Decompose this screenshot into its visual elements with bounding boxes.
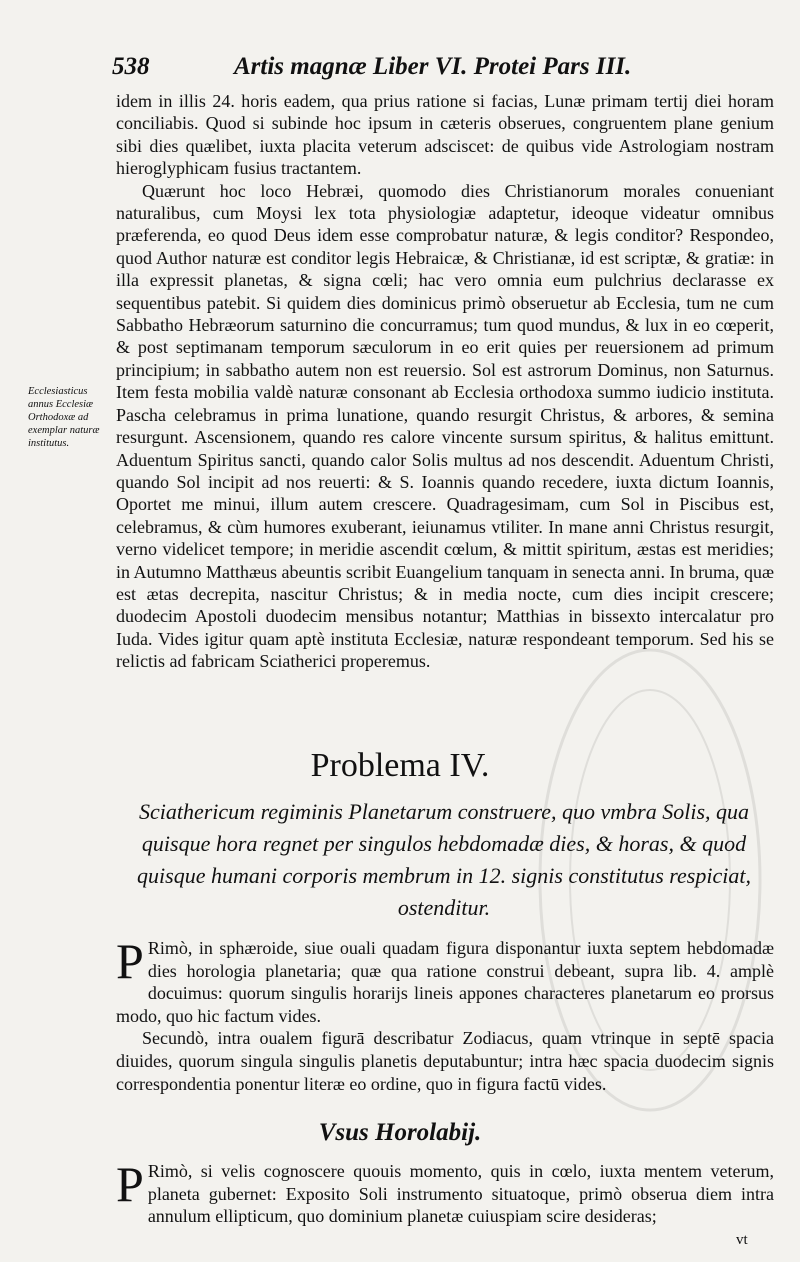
construction-text [116,933,774,1095]
drop-cap: P [116,933,144,989]
construction-paragraph-1-text: Rimò, in sphæroide, siue ouali quadam figura disponantur iuxta septem hebdomadæ dies horologia planetaria; quæ qua ratione construi debeant, supra lib. 4. amplè docuimus: quorum singulis horarijs lineis appones characteres planetarum eo prorsus modo, quo hic factum vides. [116,938,774,1026]
construction-paragraph-2: Secundò, intra oualem figurā describatur Zodiacus, quam vtrinque in septē spacia diuides, quorum singula singulis planetis deputabuntur; intra hæc spacia duodecim signis correspondentia ponentur literæ eo ordine, quo in figura factū vides. [116,1028,774,1094]
drop-cap: P [116,1156,144,1212]
running-header [112,50,672,84]
paragraph-continuation: idem in illis 24. horis eadem, qua prius ratione si facias, Lunæ primam tertij diei horam conciliabis. Quod si subinde hoc ipsum in cæteris obserues, congruentem plane genium sibi dies quælibet, iuxta placita veterum adsciscet: de quibus vide Astrologiam nostram hieroglyphicam fusius tractantem. [116,91,774,179]
problem-heading: Problema IV. [310,747,490,784]
construction-paragraph-1 [116,933,774,1027]
usus-paragraph-1-text: Rimò, si velis cognoscere quouis momento, quis in cœlo, iuxta mentem veterum, planeta gubernet: Exposito Soli instrumento situatoque, primò obserua diem intra annulum ellipticum, quo dominium planetæ cuiuspiam scire desideras; [147,1161,774,1227]
page-number: 538 [112,53,150,80]
running-title: Artis magnæ Liber VI. Protei Pars III. [234,53,632,80]
main-text [116,90,774,673]
problem-subtitle: Sciathericum regiminis Planetarum construere, quo vmbra Solis, qua quisque hora regnet per singulos hebdomadæ dies, & horas, & quod quisque humani corporis membrum in 12. signis constitutus respiciat, ostenditur. [137,799,751,920]
usus-paragraph-1 [116,1156,774,1228]
catchword: vt [736,1232,748,1248]
margin-note: Ecclesiasticus annus Ecclesiæ Orthodoxæ ad exemplar naturæ institutus. [28,386,100,449]
usus-heading: Vsus Horolabij. [318,1119,482,1146]
usus-text [116,1156,774,1228]
paragraph-hebraei: Quærunt hoc loco Hebræi, quomodo dies Christianorum morales conueniant naturalibus, cum Moysi lex tota physiologiæ adaptetur, ideoque videatur omnibus præferenda, eo quod Deus idem esse comprobatur naturæ, & legis conditor? Respondeo, quod Author naturæ est conditor legis Hebraicæ, & Christianæ, id est scriptæ, & gratiæ: in illa expressit planetas, & signa cœli; hac vero omnia eum pulchrius declarasse ex sequentibus patebit. Si quidem dies dominicus primò obseruetur ab Ecclesia, tum ne cum Sabbatho Hebræorum saturnino die concurramus; tum quod mundus, & lux in eo cœperit, & post septimanam temporum sæculorum in eo erit quies per reuersionem ad primum principium; in sabbatho autem non est reuersio. Sol est astrorum Dominus, non Saturnus. Item festa mobilia valdè naturæ consonant ab Ecclesia orthodoxa summo iudicio instituta. Pascha celebramus in prima lunatione, quando resurgit Christus, & arbores, & semina resurgunt. Ascensionem, quando res calore vincente sursum spiritus, & halitus emittunt. Aduentum Spiritus sancti, quando calor Solis multus ad nos descendit. Aduentum Christi, quando Sol incipit ad nos reuerti: & S. Ioannis quando recedere, iuxta dictum Ioannis, Oportet me minui, illum autem crescere. Quadragesimam, cum Sol in Piscibus est, celebramus, & cùm humores exuberant, ieiunamus vtiliter. In mane anni Christus resurgit, verno videlicet tempore; in meridie ascendit cœlum, & mittit spiritum, æstas est meridies; in Autumno Matthæus abeuntis scribit Euangelium tanquam in senecta anni. In bruma, quæ est ætas decrepita, nascitur Christus; & in media nocte, cum dies incipit crescere; duodecim Apostoli duodecim mensibus notantur; Matthias in bissexto intercalatur pro Iuda. Vides igitur quam aptè instituta Ecclesiæ, naturæ respondeant temporum. Sed his se relictis ad fabricam Sciatherici properemus. [116,180,774,672]
